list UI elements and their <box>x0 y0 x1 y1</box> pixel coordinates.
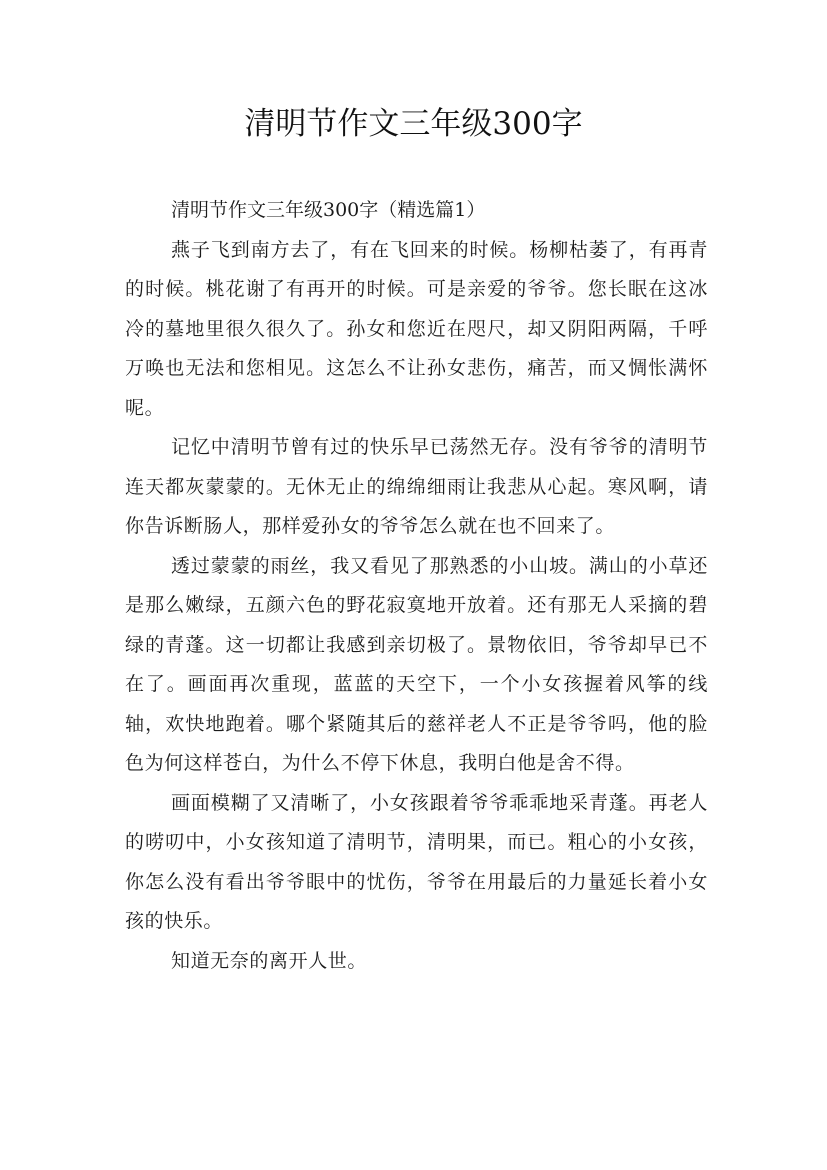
paragraph: 记忆中清明节曾有过的快乐早已荡然无存。没有爷爷的清明节连天都灰蒙蒙的。无休无止的绵绵细雨让我悲从心起。寒风啊，请你告诉断肠人，那样爱孙女的爷爷怎么就在也不回来了。 <box>125 436 708 537</box>
document-body <box>125 191 708 981</box>
paragraph: 画面模糊了又清晰了，小女孩跟着爷爷乖乖地采青蓬。再老人的唠叨中，小女孩知道了清明节，清明果，而已。粗心的小女孩，你怎么没有看出爷爷眼中的忧伤，爷爷在用最后的力量延长着小女孩的快乐。 <box>125 791 708 932</box>
document-title: 清明节作文三年级300字 <box>244 106 583 142</box>
paragraph: 透过蒙蒙的雨丝，我又看见了那熟悉的小山坡。满山的小草还是那么嫩绿，五颜六色的野花寂寞地开放着。还有那无人采摘的碧绿的青蓬。这一切都让我感到亲切极了。景物依旧，爷爷却早已不在了。画面再次重现，蓝蓝的天空下，一个小女孩握着风筝的线轴，欢快地跑着。哪个紧随其后的慈祥老人不正是爷爷吗，他的脸色为何这样苍白，为什么不停下休息，我明白他是舍不得。 <box>125 554 708 774</box>
document-subtitle: 清明节作文三年级300字（精选篇1） <box>171 199 486 221</box>
paragraph: 知道无奈的离开人世。 <box>171 949 368 972</box>
paragraph: 燕子飞到南方去了，有在飞回来的时候。杨柳枯萎了，有再青的时候。桃花谢了有再开的时候。可是亲爱的爷爷。您长眠在这冰冷的墓地里很久很久了。孙女和您近在咫尺，却又阴阳两隔，千呼万唤也无法和您相见。这怎么不让孙女悲伤，痛苦，而又惆怅满怀呢。 <box>125 238 708 419</box>
